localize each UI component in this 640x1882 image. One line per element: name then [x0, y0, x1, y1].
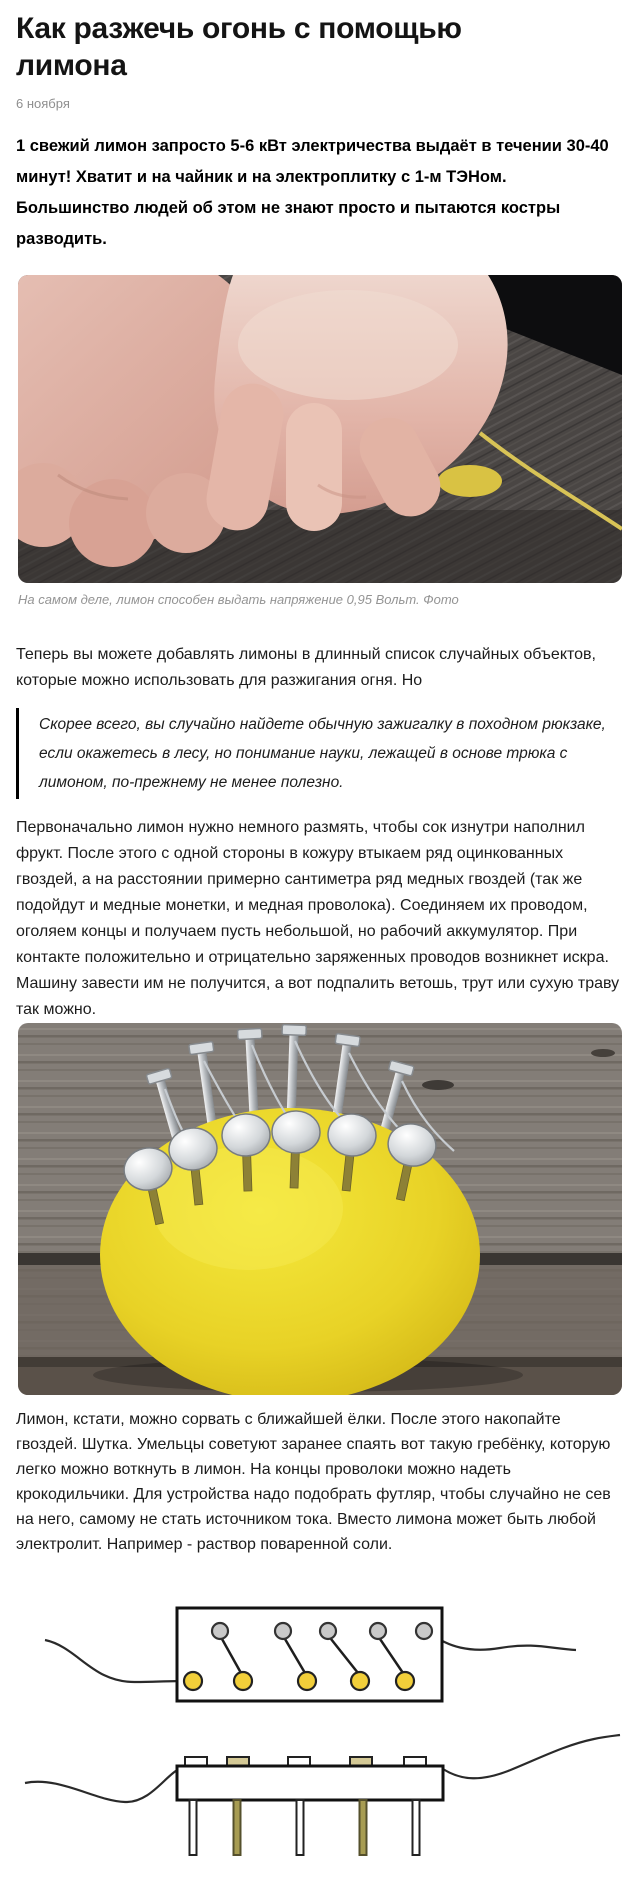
copper-nail [234, 1800, 241, 1855]
wood-knot [422, 1080, 454, 1090]
article-photo-lemon-nails[interactable] [18, 1023, 622, 1395]
photo-caption: На самом деле, лимон способен выдать напряжение 0,95 Вольт. Фото [18, 592, 459, 607]
publish-date: 6 ноября [16, 96, 70, 111]
paragraph-3: Лимон, кстати, можно сорвать с ближайшей ёлки. После этого накопайте гвоздей. Шутка. Умельцы советуют заранее спаять вот такую гребёнку, которую легко можно воткнуть в лимон. На концы проволоки можно надеть крокодильчики. Для устройства надо подобрать футляр, чтобы случайно не сев на него, самому не стать источником тока. Вместо лимона может быть любой электролит. Например - раствор поваренной соли. [16, 1411, 611, 1553]
paragraph-2: Первоначально лимон нужно немного размять, чтобы сок изнутри наполнил фрукт. После этого с одной стороны в кожуру втыкаем ряд оцинкованных гвоздей, а на расстоянии примерно сантиметра ряд медных гвоздей (так же подойдут и медные монетки, и медная проволока). Соединяем их проводом, оголяем концы и получаем пусть небольшой, но рабочий аккумулятор. При контакте положительно и отрицательно заряженных проводов возникнет искра. Машину завести им не получится, а вот подпалить ветошь, трут или сухую траву так можно. [16, 819, 620, 1018]
zinc-nail [297, 1800, 304, 1855]
zinc-nail [413, 1800, 420, 1855]
comb-bar-outline [177, 1766, 443, 1800]
lemon-sliver [438, 465, 502, 497]
wood-knot [591, 1049, 615, 1057]
article-title: Как разжечь огонь с помощью лимона [16, 12, 462, 82]
article-photo-hands[interactable] [18, 275, 622, 583]
zinc-nail [190, 1800, 197, 1855]
lemon-with-nails-illustration [18, 1023, 622, 1395]
pull-quote: Скорее всего, вы случайно найдете обычную зажигалку в походном рюкзаке, если окажетесь в лесу, но понимание науки, лежащей в основе трюка с лимоном, по-прежнему не менее полезно. [16, 708, 624, 799]
intro-paragraph: 1 свежий лимон запросто 5-6 кВт электричества выдаёт в течении 30-40 минут! Хватит и на чайник и на электроплитку с 1-м ТЭНом. Большинство людей об этом не знают просто и пытаются костры разводить. [16, 137, 609, 248]
diagram-background [0, 1557, 640, 1882]
copper-nail [360, 1800, 367, 1855]
paragraph-1: Теперь вы можете добавлять лимоны в длинный список случайных объектов, которые можно использовать для разжигания огня. Но [16, 646, 596, 689]
hands-kneading-lemon-illustration [18, 275, 622, 583]
nail-comb-schematic [0, 1557, 640, 1882]
schematic-diagram [0, 1557, 640, 1882]
